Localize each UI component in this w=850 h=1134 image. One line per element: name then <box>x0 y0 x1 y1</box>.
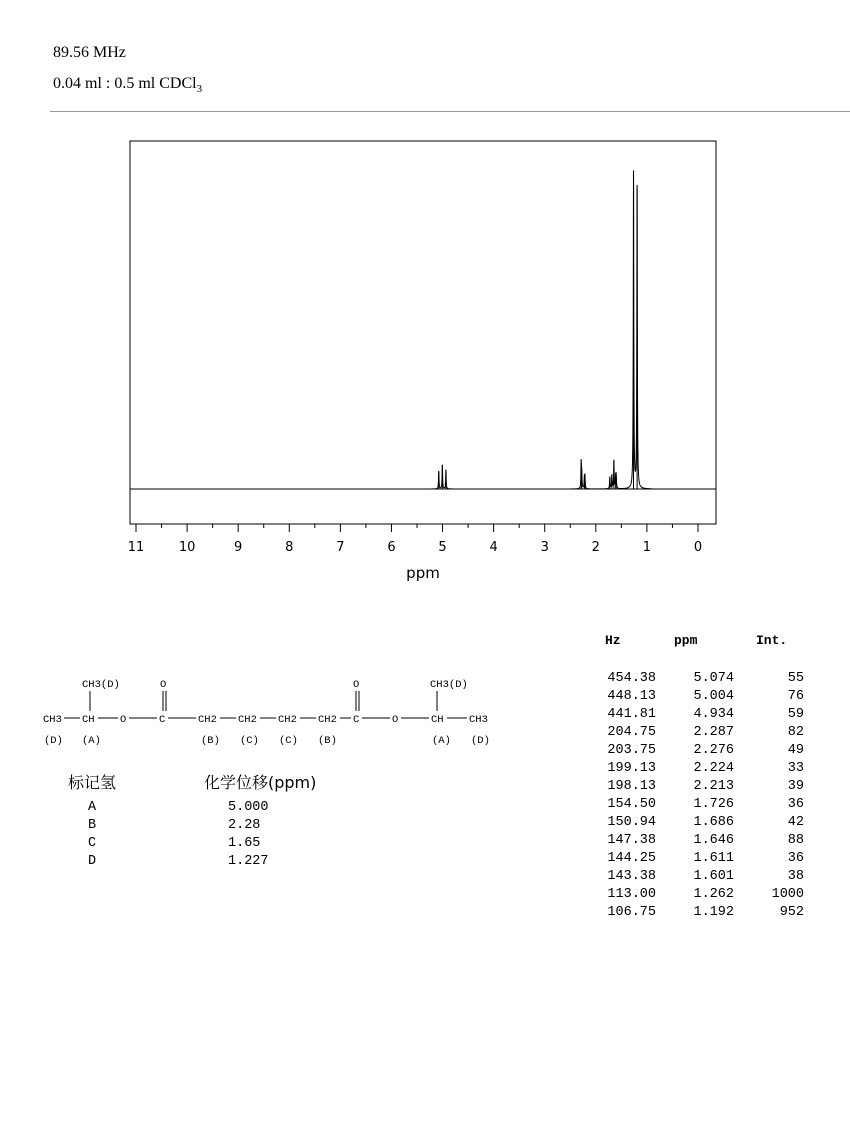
assignment-shift: 1.65 <box>228 836 261 851</box>
atom-c-left: C <box>159 714 166 726</box>
int-cell: 55 <box>787 671 804 686</box>
x-tick-label: 6 <box>387 540 396 555</box>
structure-carbonyl-o-right: O <box>353 679 360 691</box>
int-cell: 36 <box>787 851 804 866</box>
structure-branch-label-left: CH3(D) <box>82 679 120 691</box>
label-b-left: (B) <box>201 735 220 747</box>
structure-branch-label-right: CH3(D) <box>430 679 468 691</box>
atom-ch-left: CH <box>82 714 95 726</box>
label-d-left: (D) <box>44 735 63 747</box>
spectrometer-frequency: 89.56 MHz <box>53 44 126 61</box>
ppm-cell: 2.287 <box>693 725 734 740</box>
hz-cell: 144.25 <box>607 851 656 866</box>
hz-cell: 199.13 <box>607 761 656 776</box>
atom-ch-right: CH <box>431 714 444 726</box>
int-cell: 42 <box>787 815 804 830</box>
peak-table-header-ppm: ppm <box>674 633 698 648</box>
hz-cell: 154.50 <box>607 797 656 812</box>
table-row <box>580 887 810 905</box>
ppm-cell: 1.192 <box>693 905 734 920</box>
label-b-right: (B) <box>318 735 337 747</box>
ppm-cell: 1.262 <box>693 887 734 902</box>
hz-cell: 198.13 <box>607 779 656 794</box>
atom-ch2-1: CH2 <box>198 714 217 726</box>
int-cell: 36 <box>787 797 804 812</box>
ppm-cell: 2.276 <box>693 743 734 758</box>
hz-cell: 454.38 <box>607 671 656 686</box>
int-cell: 59 <box>787 707 804 722</box>
x-tick-label: 8 <box>285 540 294 555</box>
assignment-shift: 1.227 <box>228 854 269 869</box>
atom-ch3-left: CH3 <box>43 714 62 726</box>
label-c-left: (C) <box>240 735 259 747</box>
int-cell: 33 <box>787 761 804 776</box>
x-tick-label: 10 <box>178 540 196 555</box>
concentration-subscript: 3 <box>196 83 203 96</box>
hz-cell: 150.94 <box>607 815 656 830</box>
hz-cell: 204.75 <box>607 725 656 740</box>
peak-table-header-hz: Hz <box>605 633 621 648</box>
hz-cell: 203.75 <box>607 743 656 758</box>
label-a-right: (A) <box>432 735 451 747</box>
int-cell: 76 <box>787 689 804 704</box>
table-row <box>580 905 810 923</box>
x-tick-label: 9 <box>234 540 243 555</box>
table-row <box>580 851 810 869</box>
table-row <box>580 833 810 851</box>
int-cell: 1000 <box>771 887 804 902</box>
ppm-cell: 5.074 <box>693 671 734 686</box>
atom-ch2-2: CH2 <box>238 714 257 726</box>
table-row <box>580 869 810 887</box>
assignment-label: A <box>88 800 97 815</box>
hz-cell: 441.81 <box>607 707 656 722</box>
ppm-cell: 1.726 <box>693 797 734 812</box>
int-cell: 49 <box>787 743 804 758</box>
x-axis-label: ppm <box>406 564 440 582</box>
label-a-left: (A) <box>82 735 101 747</box>
assignment-shift: 5.000 <box>228 800 269 815</box>
x-tick-label: 3 <box>540 540 549 555</box>
ppm-cell: 2.224 <box>693 761 734 776</box>
x-tick-label: 2 <box>591 540 600 555</box>
hz-cell: 143.38 <box>607 869 656 884</box>
assignment-label: B <box>88 818 97 833</box>
hz-cell: 147.38 <box>607 833 656 848</box>
hz-cell: 448.13 <box>607 689 656 704</box>
assignment-shift: 2.28 <box>228 818 261 833</box>
int-cell: 39 <box>787 779 804 794</box>
assignment-header-label: 标记氢 <box>68 773 117 792</box>
label-d-right: (D) <box>471 735 490 747</box>
x-tick-label: 7 <box>336 540 345 555</box>
ppm-cell: 1.686 <box>693 815 734 830</box>
hz-cell: 106.75 <box>607 905 656 920</box>
atom-ch3-right: CH3 <box>469 714 488 726</box>
atom-ch2-4: CH2 <box>318 714 337 726</box>
label-c-right: (C) <box>279 735 298 747</box>
ppm-cell: 4.934 <box>693 707 734 722</box>
assignment-label: C <box>88 836 97 851</box>
x-tick-label: 1 <box>642 540 652 555</box>
int-cell: 38 <box>787 869 804 884</box>
hz-cell: 113.00 <box>607 887 656 902</box>
assignment-header-shift: 化学位移(ppm) <box>204 773 317 792</box>
atom-c-right: C <box>353 714 360 726</box>
atom-o-left: O <box>120 714 127 726</box>
int-cell: 952 <box>779 905 804 920</box>
assignment-label: D <box>88 854 97 869</box>
ppm-cell: 1.601 <box>693 869 734 884</box>
int-cell: 82 <box>787 725 804 740</box>
concentration-text: 0.04 ml : 0.5 ml CDCl <box>53 75 197 92</box>
structure-carbonyl-o-left: O <box>160 679 167 691</box>
x-tick-label: 5 <box>438 540 447 555</box>
table-row <box>580 815 810 833</box>
atom-ch2-3: CH2 <box>278 714 297 726</box>
x-tick-label: 0 <box>693 540 703 555</box>
ppm-cell: 1.646 <box>693 833 734 848</box>
ppm-cell: 2.213 <box>693 779 734 794</box>
ppm-cell: 5.004 <box>693 689 734 704</box>
peak-table-header-int: Int. <box>756 633 788 648</box>
int-cell: 88 <box>787 833 804 848</box>
x-tick-label: 4 <box>489 540 498 555</box>
x-tick-label: 11 <box>127 540 145 555</box>
ppm-cell: 1.611 <box>693 851 734 866</box>
atom-o-right: O <box>392 714 399 726</box>
